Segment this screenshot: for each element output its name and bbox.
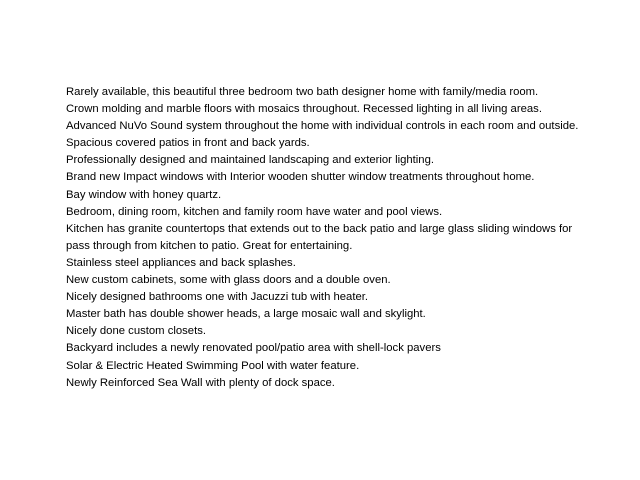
feature-line: Solar & Electric Heated Swimming Pool with water feature. [66,359,360,372]
feature-line: Spacious covered patios in front and back yards. [66,137,310,150]
feature-line: Stainless steel appliances and back splashes. [66,256,296,269]
feature-line: Bay window with honey quartz. [66,188,222,201]
feature-line: Crown molding and marble floors with mosaics throughout. Recessed lighting in all living areas. [66,103,542,116]
feature-line: Brand new Impact windows with Interior wooden shutter window treatments throughout home. [66,171,535,184]
feature-line: Advanced NuVo Sound system throughout the home with individual controls in each room and outside. [66,120,579,133]
feature-line: Master bath has double shower heads, a large mosaic wall and skylight. [66,308,426,321]
feature-line: Rarely available, this beautiful three bedroom two bath designer home with family/media room. [66,86,539,98]
feature-line: Bedroom, dining room, kitchen and family room have water and pool views. [66,205,443,218]
feature-line: Nicely designed bathrooms one with Jacuzzi tub with heater. [66,291,369,304]
property-features-text [66,84,596,392]
feature-line: Nicely done custom closets. [66,325,207,338]
feature-line: Professionally designed and maintained landscaping and exterior lighting. [66,154,435,167]
feature-line: Backyard includes a newly renovated pool/patio area with shell-lock pavers [66,342,441,355]
feature-line: Kitchen has granite countertops that extends out to the back patio and large glass sliding windows for pass through from kitchen to patio. Great for entertaining. [66,222,573,252]
feature-line: Newly Reinforced Sea Wall with plenty of dock space. [66,376,335,389]
feature-line: New custom cabinets, some with glass doors and a double oven. [66,274,391,287]
